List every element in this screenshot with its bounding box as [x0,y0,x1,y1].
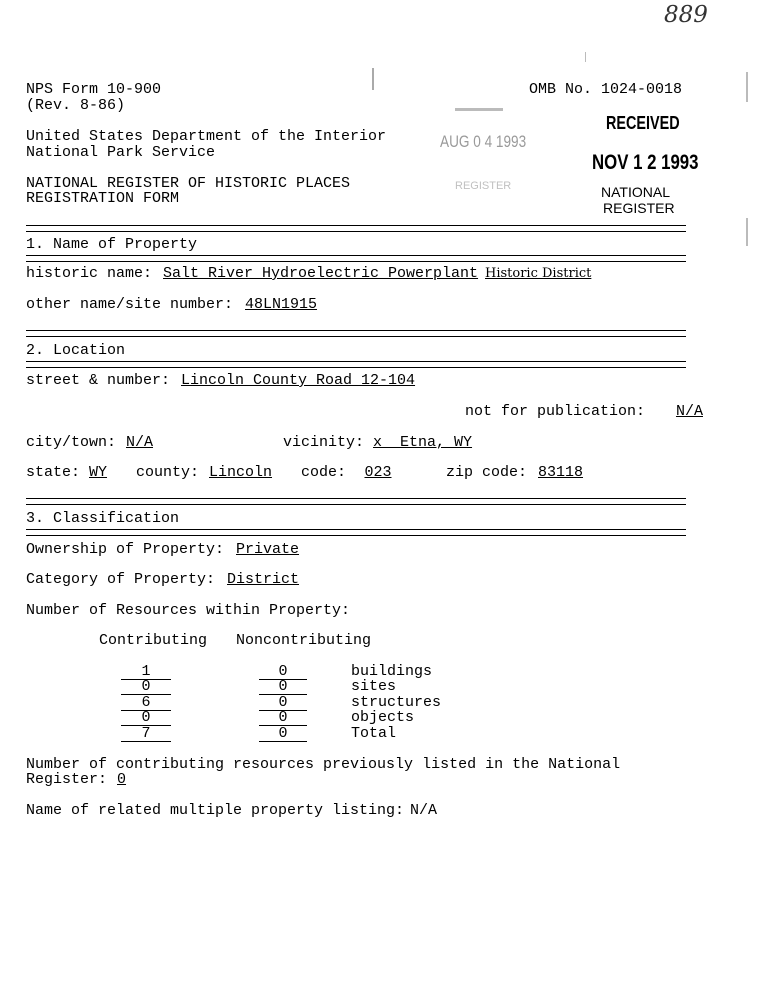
register-stamp: REGISTER [603,200,675,216]
county-value: Lincoln [209,464,273,481]
faint-register-stamp: REGISTER [455,180,512,192]
other-name-value: 48LN1915 [245,296,318,313]
contributing-column-header: Contributing [99,632,208,649]
received-stamp: RECEIVED [606,113,680,133]
scan-speck [372,68,374,90]
service-name: National Park Service [26,144,216,161]
noncontributing-count: 0 [259,679,307,695]
section-1-heading: 1. Name of Property [26,236,198,253]
resource-type: buildings [351,663,433,680]
other-name-label: other name/site number: [26,296,234,313]
omb-number: OMB No. 1024-0018 [529,81,683,98]
scan-speck [585,52,586,62]
noncontributing-count: 0 [259,710,307,726]
double-rule [26,361,686,368]
double-rule [26,529,686,536]
historic-name-suffix: Historic District [485,266,592,281]
contributing-count: 6 [121,695,171,711]
city-value: N/A [126,434,154,451]
resources-label: Number of Resources within Property: [26,602,351,619]
vicinity-label: vicinity: [283,434,365,451]
form-revision: (Rev. 8-86) [26,97,126,114]
historic-name-value: Salt River Hydroelectric Powerplant [163,265,479,282]
double-rule [26,330,686,337]
scan-speck [455,108,503,111]
not-for-publication-label: not for publication: [465,403,646,420]
city-label: city/town: [26,434,117,451]
state-value: WY [89,464,108,481]
scan-speck [746,72,748,102]
vicinity-value: x Etna, WY [373,434,473,451]
scan-speck [746,218,748,246]
previously-listed-text: Number of contributing resources previously listed in the National [26,756,621,773]
previously-listed-label: Register: [26,771,108,788]
double-rule [26,498,686,505]
zip-value: 83118 [538,464,584,481]
noncontributing-count: 0 [259,695,307,711]
handwritten-page-number: 889 [664,2,708,28]
noncontributing-count: 0 [259,726,307,742]
section-2-heading: 2. Location [26,342,126,359]
register-title: NATIONAL REGISTER OF HISTORIC PLACES [26,175,351,192]
department-name: United States Department of the Interior [26,128,387,145]
state-label: state: [26,464,81,481]
zip-label: zip code: [446,464,528,481]
not-for-publication-value: N/A [675,403,703,420]
street-label: street & number: [26,372,171,389]
ownership-value: Private [236,541,300,558]
county-label: county: [136,464,200,481]
code-value: 023 [364,464,392,481]
resource-type: structures [351,694,442,711]
resource-type: objects [351,709,415,726]
noncontributing-count: 0 [259,664,307,680]
contributing-count: 0 [121,710,171,726]
multiple-listing-value: N/A [410,802,438,819]
double-rule [26,255,686,262]
national-stamp: NATIONAL [601,184,670,200]
resource-type: sites [351,678,397,695]
multiple-listing-label: Name of related multiple property listing: [26,802,405,819]
contributing-count: 1 [121,664,171,680]
category-value: District [227,571,300,588]
received-date-stamp: NOV 1 2 1993 [592,151,699,174]
resource-type: Total [351,725,397,742]
ownership-label: Ownership of Property: [26,541,225,558]
contributing-count: 7 [121,726,171,742]
faint-date-stamp: AUG 0 4 1993 [440,132,527,151]
form-title: REGISTRATION FORM [26,190,180,207]
section-3-heading: 3. Classification [26,510,180,527]
contributing-count: 0 [121,679,171,695]
double-rule [26,225,686,232]
previously-listed-value: 0 [117,771,127,788]
category-label: Category of Property: [26,571,216,588]
form-number: NPS Form 10-900 [26,81,162,98]
historic-name-label: historic name: [26,265,153,282]
noncontributing-column-header: Noncontributing [236,632,372,649]
street-value: Lincoln County Road 12-104 [181,372,416,389]
code-label: code: [301,464,347,481]
